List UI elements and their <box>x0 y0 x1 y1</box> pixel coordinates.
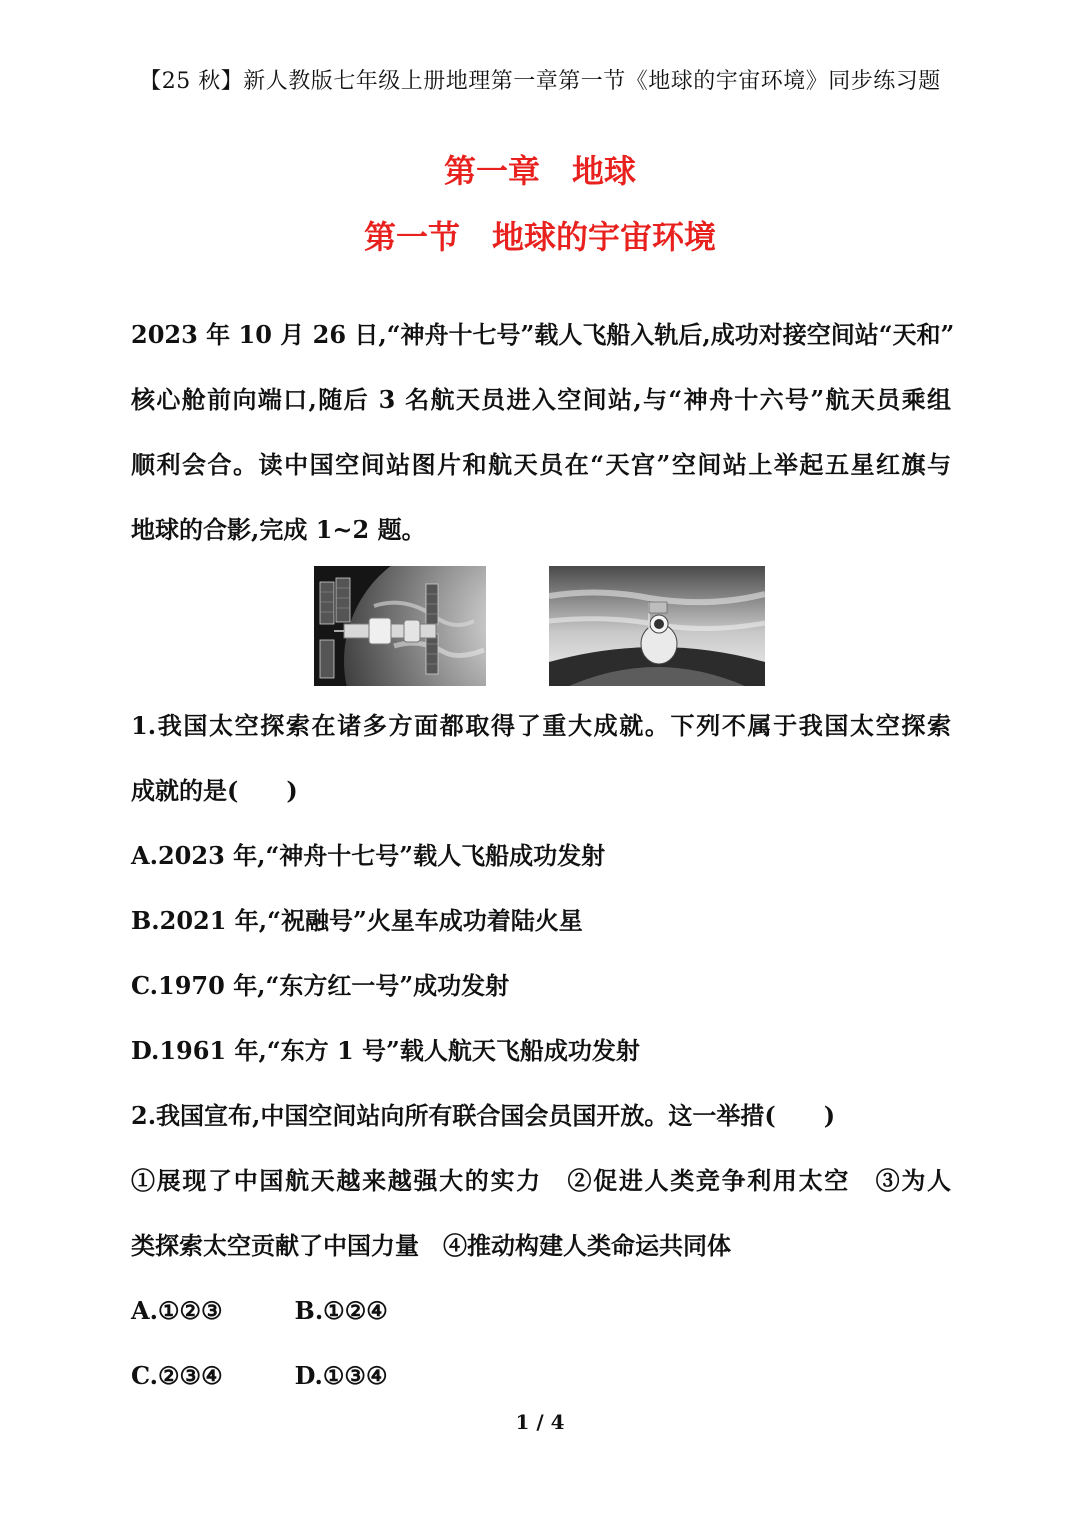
questions-section <box>131 693 951 1408</box>
figure-row <box>0 566 1080 686</box>
question-1-stem: 1.我国太空探索在诸多方面都取得了重大成就。下列不属于我国太空探索 <box>131 711 951 740</box>
question-1-stem: 成就的是( ) <box>131 776 298 805</box>
question-2-options-row <box>131 1278 951 1343</box>
document-header: 【25 秋】新人教版七年级上册地理第一章第一节《地球的宇宙环境》同步练习题 <box>139 69 941 94</box>
intro-paragraph <box>131 302 955 562</box>
question-2-stem: 2.我国宣布,中国空间站向所有联合国会员国开放。这一举措( ) <box>131 1101 836 1130</box>
question-2-option-a: A.①②③ <box>131 1296 223 1325</box>
intro-line: 地球的合影,完成 1~2 题。 <box>131 515 426 544</box>
chapter-title: 第一章 地球 <box>443 152 636 190</box>
question-2-option-b: B.①②④ <box>294 1296 388 1325</box>
question-1-option-d: D.1961 年,“东方 1 号”载人航天飞船成功发射 <box>131 1036 640 1065</box>
question-2-statements: ①展现了中国航天越来越强大的实力 ②促进人类竞争利用太空 ③为人 <box>131 1166 951 1195</box>
page-number: 1 / 4 <box>515 1410 565 1434</box>
question-2-option-c: C.②③④ <box>131 1361 223 1390</box>
question-2-option-d: D.①③④ <box>294 1361 388 1390</box>
question-1-option-b: B.2021 年,“祝融号”火星车成功着陆火星 <box>131 906 583 935</box>
question-2-statements: 类探索太空贡献了中国力量 ④推动构建人类命运共同体 <box>131 1231 731 1260</box>
intro-line: 2023 年 10 月 26 日,“神舟十七号”载人飞船入轨后,成功对接空间站“天和” <box>131 320 955 349</box>
question-1-option-a: A.2023 年,“神舟十七号”载人飞船成功发射 <box>131 841 606 870</box>
intro-line: 核心舱前向端口,随后 3 名航天员进入空间站,与“神舟十六号”航天员乘组 <box>131 385 951 414</box>
section-title: 第一节 地球的宇宙环境 <box>363 218 716 256</box>
intro-line: 顺利会合。读中国空间站图片和航天员在“天宫”空间站上举起五星红旗与 <box>131 450 951 479</box>
space-station-photo <box>314 566 486 686</box>
question-2-options-row <box>131 1343 951 1408</box>
question-1-option-c: C.1970 年,“东方红一号”成功发射 <box>131 971 510 1000</box>
astronaut-flag-photo <box>549 566 765 686</box>
